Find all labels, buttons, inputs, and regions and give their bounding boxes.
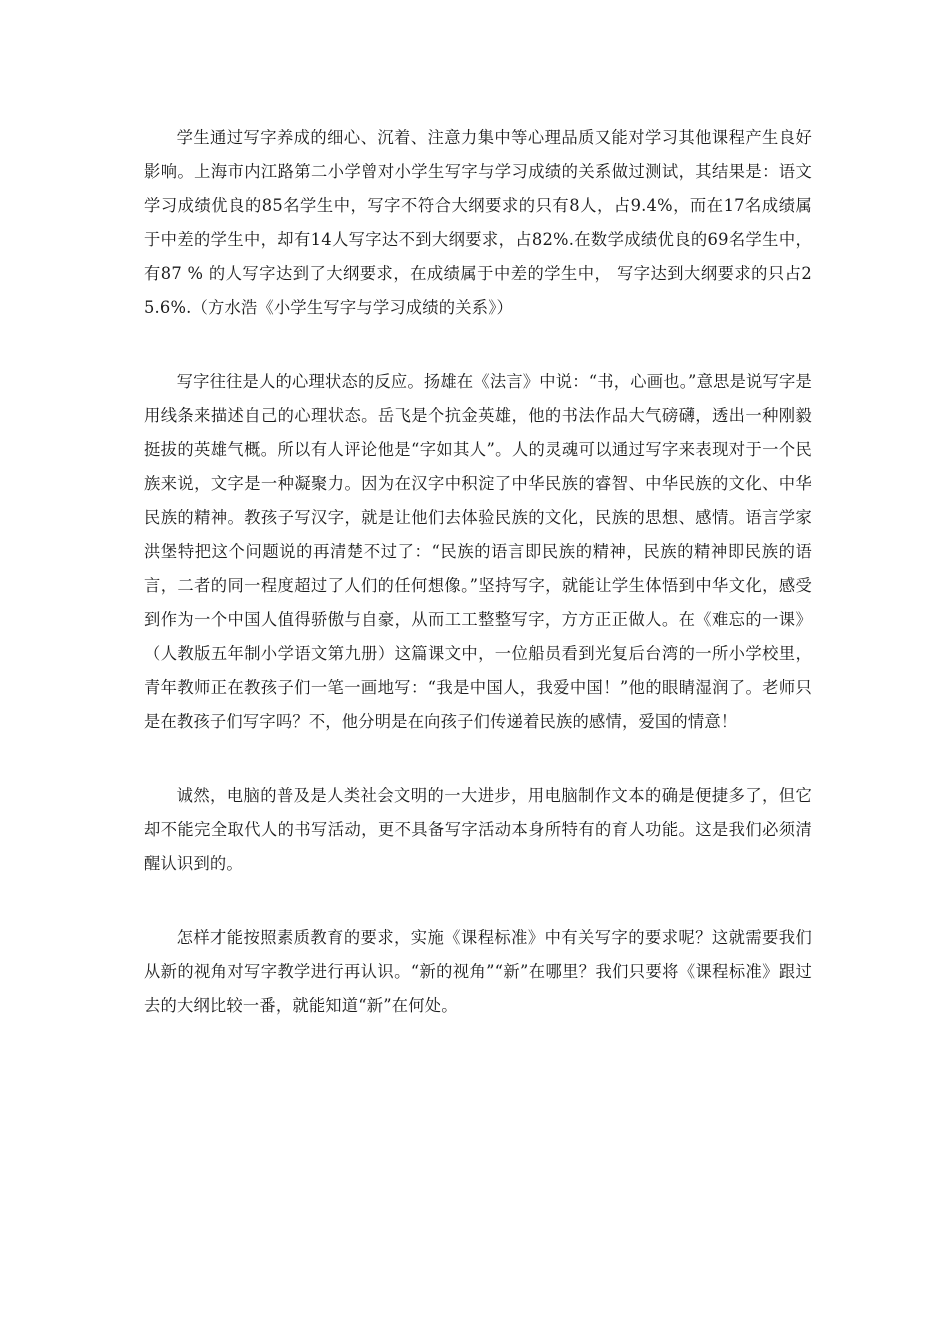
paragraph-3: 诚然，电脑的普及是人类社会文明的一大进步，用电脑制作文本的确是便捷多了，但它却不能完全取代人的书写活动，更不具备写字活动本身所特有的育人功能。这是我们必须清醒认识到的。 [144,786,812,873]
paragraph-1: 学生通过写字养成的细心、沉着、注意力集中等心理品质又能对学习其他课程产生良好影响。上海市内江路第二小学曾对小学生写字与学习成绩的关系做过测试，其结果是：语文学习成绩优良的85名学生中，写字不符合大纲要求的只有8人，占9.4%，而在17名成绩属于中差的学生中，却有14人写字达不到大纲要求，占82%.在数学成绩优良的69名学生中，有87 % 的人写字达到了大纲要求，在成绩属于中差的学生中， 写字达到大纲要求的只占25.6%.（方水浩《小学生写字与学习成绩的关系》） [144,128,812,317]
document-body [144,121,812,1023]
paragraph-4: 怎样才能按照素质教育的要求，实施《课程标准》中有关写字的要求呢？这就需要我们从新的视角对写字教学进行再认识。“新的视角”“新”在哪里？我们只要将《课程标准》跟过去的大纲比较一番，就能知道“新”在何处。 [144,928,812,1015]
paragraph-2: 写字往往是人的心理状态的反应。扬雄在《法言》中说：“书，心画也。”意思是说写字是用线条来描述自己的心理状态。岳飞是个抗金英雄，他的书法作品大气磅礴，透出一种刚毅挺拔的英雄气概。所以有人评论他是“字如其人”。人的灵魂可以通过写字来表现对于一个民族来说，文字是一种凝聚力。因为在汉字中积淀了中华民族的睿智、中华民族的文化、中华民族的精神。教孩子写汉字，就是让他们去体验民族的文化，民族的思想、感情。语言学家洪堡特把这个问题说的再清楚不过了：“民族的语言即民族的精神，民族的精神即民族的语言，二者的同一程度超过了人们的任何想像。”坚持写字，就能让学生体悟到中华文化，感受到作为一个中国人值得骄傲与自豪，从而工工整整写字，方方正正做人。在《难忘的一课》（人教版五年制小学语文第九册）这篇课文中，一位船员看到光复后台湾的一所小学校里，青年教师正在教孩子们一笔一画地写：“我是中国人，我爱中国！”他的眼睛湿润了。老师只是在教孩子们写字吗？不，他分明是在向孩子们传递着民族的感情，爱国的情意！ [144,372,812,731]
